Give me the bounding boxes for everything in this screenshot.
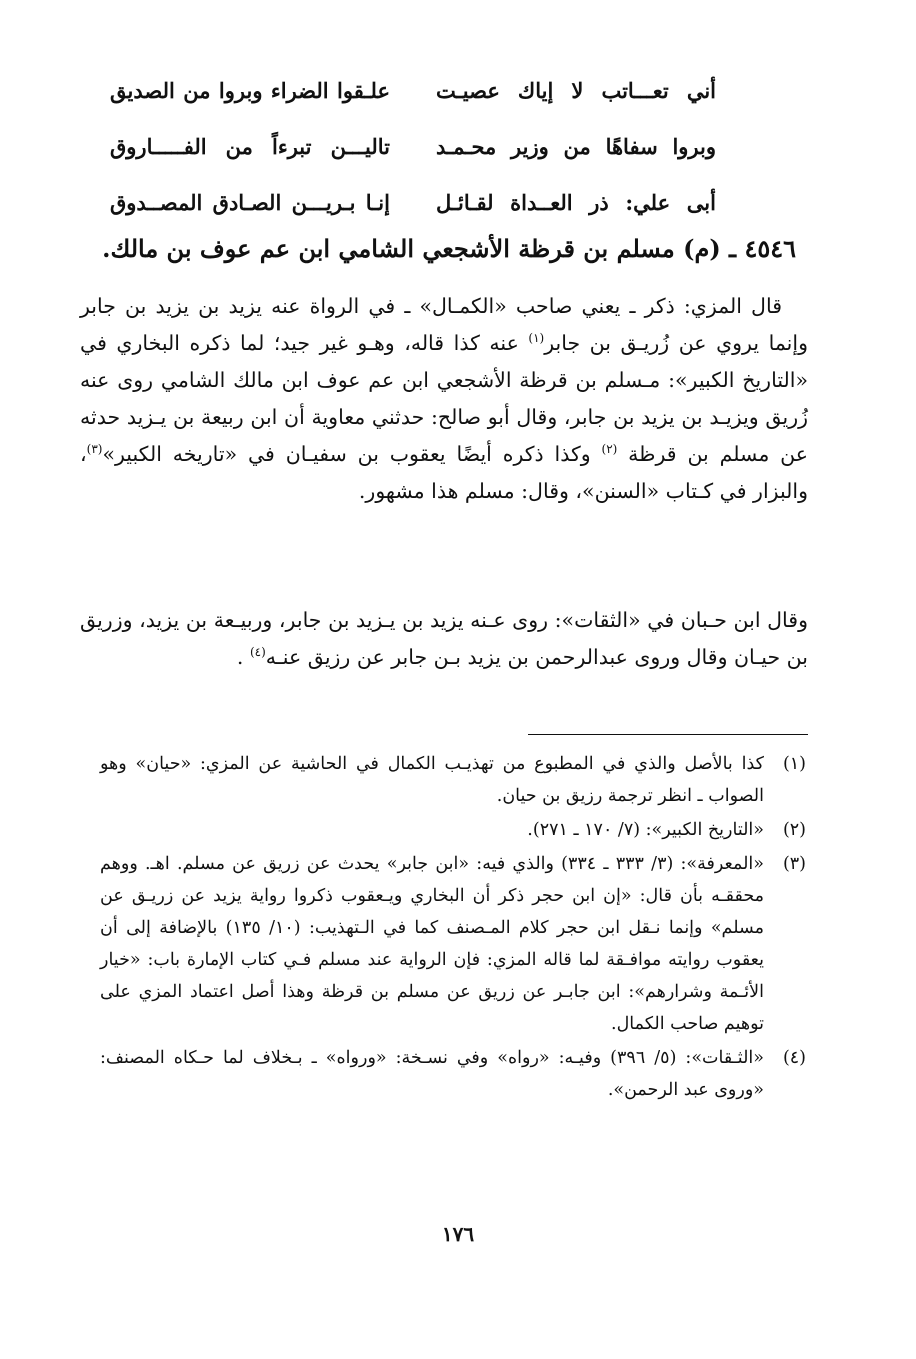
- footnote-item: [100, 848, 806, 1040]
- paragraph-text: .: [236, 645, 250, 669]
- footnote-number: (٤): [782, 1048, 806, 1068]
- footnote-marker[interactable]: (٤): [249, 645, 266, 660]
- footnote-item: [100, 748, 806, 812]
- verse-second-hemistich: إنـا بـريـــن الصـادق المصــدوق: [110, 189, 390, 215]
- verse-first-hemistich: أبى علي: ذر العــداة لقـائـل: [436, 189, 716, 215]
- footnotes: [100, 748, 806, 1108]
- main-paragraph: [80, 288, 808, 510]
- footnote-number: (١): [782, 754, 806, 774]
- paragraph-text: وكذا ذكره أيضًا يعقوب بن سفيـان في «تاريخه الكبير»: [102, 442, 602, 466]
- paragraph-text: وقال ابن حـبان في «الثقات»: روى عـنه يزيد بن يـزيد بن جابر، وربيـعة بن يزيد، وزريق بن حيـان وقال وروى عبدالرحمن بن يزيد بـن جابر عن رزيق عنـه: [80, 608, 808, 669]
- verse-line: [110, 118, 716, 174]
- footnote-text: «التاريخ الكبير»: (٧/ ١٧٠ ـ ٢٧١).: [527, 820, 764, 840]
- footnote-marker[interactable]: (٣): [86, 442, 103, 457]
- verse-first-hemistich: وبروا سفاهًا من وزير محـمـد: [436, 133, 716, 159]
- footnote-number: (٣): [782, 854, 806, 874]
- paragraph-text: ، والبزار في كـتاب «السنن»، وقال: مسلم هذا مشهور.: [80, 442, 808, 503]
- footnote-marker[interactable]: (٢): [601, 442, 618, 457]
- footnote-marker[interactable]: (١): [528, 331, 545, 346]
- footnote-item: [100, 1042, 806, 1106]
- poem-verses: [110, 62, 716, 230]
- verse-line: [110, 62, 716, 118]
- page-number: ١٧٦: [441, 1222, 475, 1246]
- main-paragraph: [80, 602, 808, 676]
- verse-line: [110, 174, 716, 230]
- verse-second-hemistich: تاليـــن تبرءاً من الفـــــاروق: [110, 133, 390, 159]
- footnote-separator: [528, 734, 808, 735]
- paragraph-text: قال المزي: ذكر ـ يعني صاحب «الكمـال» ـ في الرواة عنه يزيد بن يزيد بن جابر وإنما يروي عن زُريـق بن جابر: [80, 294, 808, 355]
- footnote-text: كذا بالأصل والذي في المطبوع من تهذيـب الكمال في الحاشية عن المزي: «حيان» وهو الصواب ـ انظر ترجمة رزيق بن حيان.: [100, 754, 764, 806]
- footnote-text: «الثـقات»: (٥/ ٣٩٦) وفيـه: «رواه» وفي نسـخة: «ورواه» ـ بـخلاف لما حـكاه المصنف: «وروى عبد الرحمن».: [100, 1048, 764, 1100]
- verse-first-hemistich: أني تعـــاتب لا إياك عصيـت: [436, 77, 716, 103]
- entry-heading: ٤٥٤٦ ـ (م) مسلم بن قرظة الأشجعي الشامي ابن عم عوف بن مالك.: [102, 234, 796, 263]
- footnote-number: (٢): [782, 820, 806, 840]
- verse-second-hemistich: علـقوا الضراء وبروا من الصديق: [110, 77, 390, 103]
- paragraph-text: عنه كذا قاله، وهـو غير جيد؛ لما ذكره البخاري في «التاريخ الكبير»: مـسلم بن قرظة الأشجعي ابن عم عوف ابن مالك الشامي روى عنه زُريق ويزيـد بن يزيد بن جابر، وقال أبو صالح: حدثني معاوية أن ابن ربيعة بن يـزيد حدثه عن مسلم بن قرظة: [80, 331, 808, 466]
- footnote-text: «المعرفة»: (٣/ ٣٣٣ ـ ٣٣٤) والذي فيه: «ابن جابر» يحدث عن زريق عن مسلم. اهـ. ووهم محققـه بأن قال: «إن ابن حجر ذكر أن البخاري ويـعقوب ذكروا رواية يزيد عن زريـق عن مسلم» وإنما نـقل ابن حجر كلام المـصنف كما في الـتهذيب: (١٠/ ١٣٥) بالإضافة إلى أن يعقوب روايته موافـقة لما قاله المزي: فإن الرواية عند مسلم فـي كتاب الإمارة باب: «خيار الأئـمة وشرارهم»: ابن جابـر عن زريق عن مسلم بن قرظة وهذا أصل اعتماد المزي على توهيم صاحب الكمال.: [100, 854, 764, 1034]
- footnote-item: [100, 814, 806, 846]
